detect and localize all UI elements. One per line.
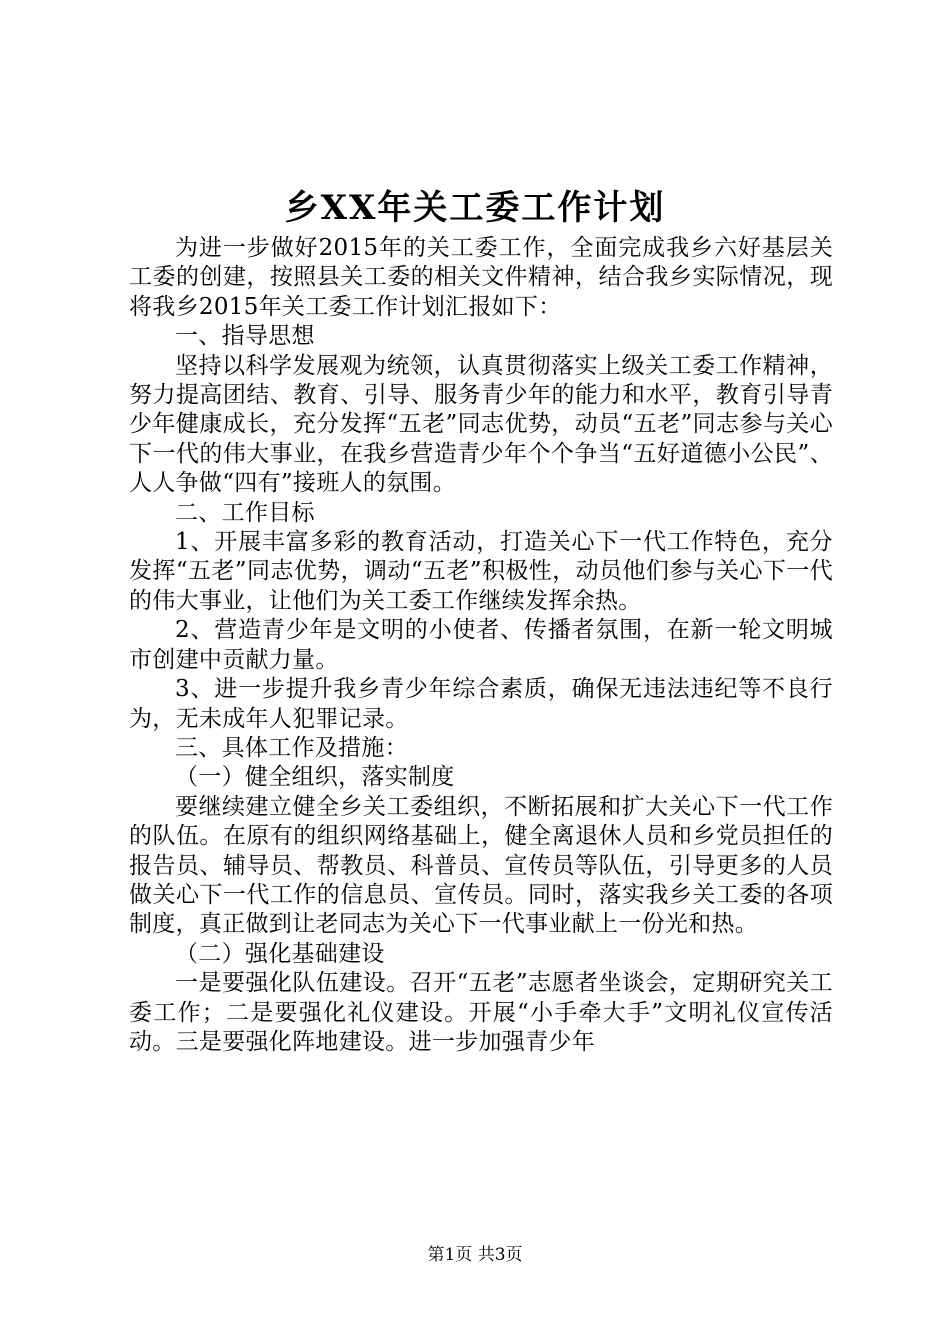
section-heading-measures: 三、具体工作及措施： (175, 734, 408, 761)
section-heading-work-goals: 二、工作目标 (175, 499, 315, 526)
subsection-heading-foundation: （二）强化基础建设 (175, 940, 385, 967)
document-body (129, 234, 833, 1057)
document-title: 乡XX年关工委工作计划 (284, 188, 666, 228)
paragraph-foundation: 一是要强化队伍建设。召开“五老”志愿者坐谈会，定期研究关工委工作；二是要强化礼仪建设。开展“小手牵大手”文明礼仪宣传活动。三是要强化阵地建设。进一步加强青少年 (129, 970, 833, 1055)
paragraph-goal-1: 1、开展丰富多彩的教育活动，打造关心下一代工作特色，充分发挥“五老”同志优势，调动“五老”积极性，动员他们参与关心下一代的伟大事业，让他们为关工委工作继续发挥余热。 (129, 529, 833, 614)
paragraph-intro: 为进一步做好2015年的关工委工作，全面完成我乡六好基层关工委的创建，按照县关工委的相关文件精神，结合我乡实际情况，现将我乡2015年关工委工作计划汇报如下： (129, 235, 833, 320)
paragraph-guiding-thought: 坚持以科学发展观为统领，认真贯彻落实上级关工委工作精神，努力提高团结、教育、引导、服务青少年的能力和水平，教育引导青少年健康成长，充分发挥“五老”同志优势，动员“五老”同志参与关心下一代的伟大事业，在我乡营造青少年个个争当“五好道德小公民”、人人争做“四有”接班人的氛围。 (129, 352, 833, 497)
paragraph-goal-3: 3、进一步提升我乡青少年综合素质，确保无违法违纪等不良行为，无未成年人犯罪记录。 (129, 676, 833, 732)
subsection-heading-organization: （一）健全组织，落实制度 (175, 764, 455, 791)
paragraph-organization: 要继续建立健全乡关工委组织，不断拓展和扩大关心下一代工作的队伍。在原有的组织网络基础上，健全离退休人员和乡党员担任的报告员、辅导员、帮教员、科普员、宣传员等队伍，引导更多的人员做关心下一代工作的信息员、宣传员。同时，落实我乡关工委的各项制度，真正做到让老同志为关心下一代事业献上一份光和热。 (129, 793, 833, 938)
section-heading-guiding-thought: 一、指导思想 (175, 323, 315, 350)
page-footer: 第1页 共3页 (427, 1245, 523, 1265)
paragraph-goal-2: 2、营造青少年是文明的小使者、传播者氛围，在新一轮文明城市创建中贡献力量。 (129, 617, 833, 673)
